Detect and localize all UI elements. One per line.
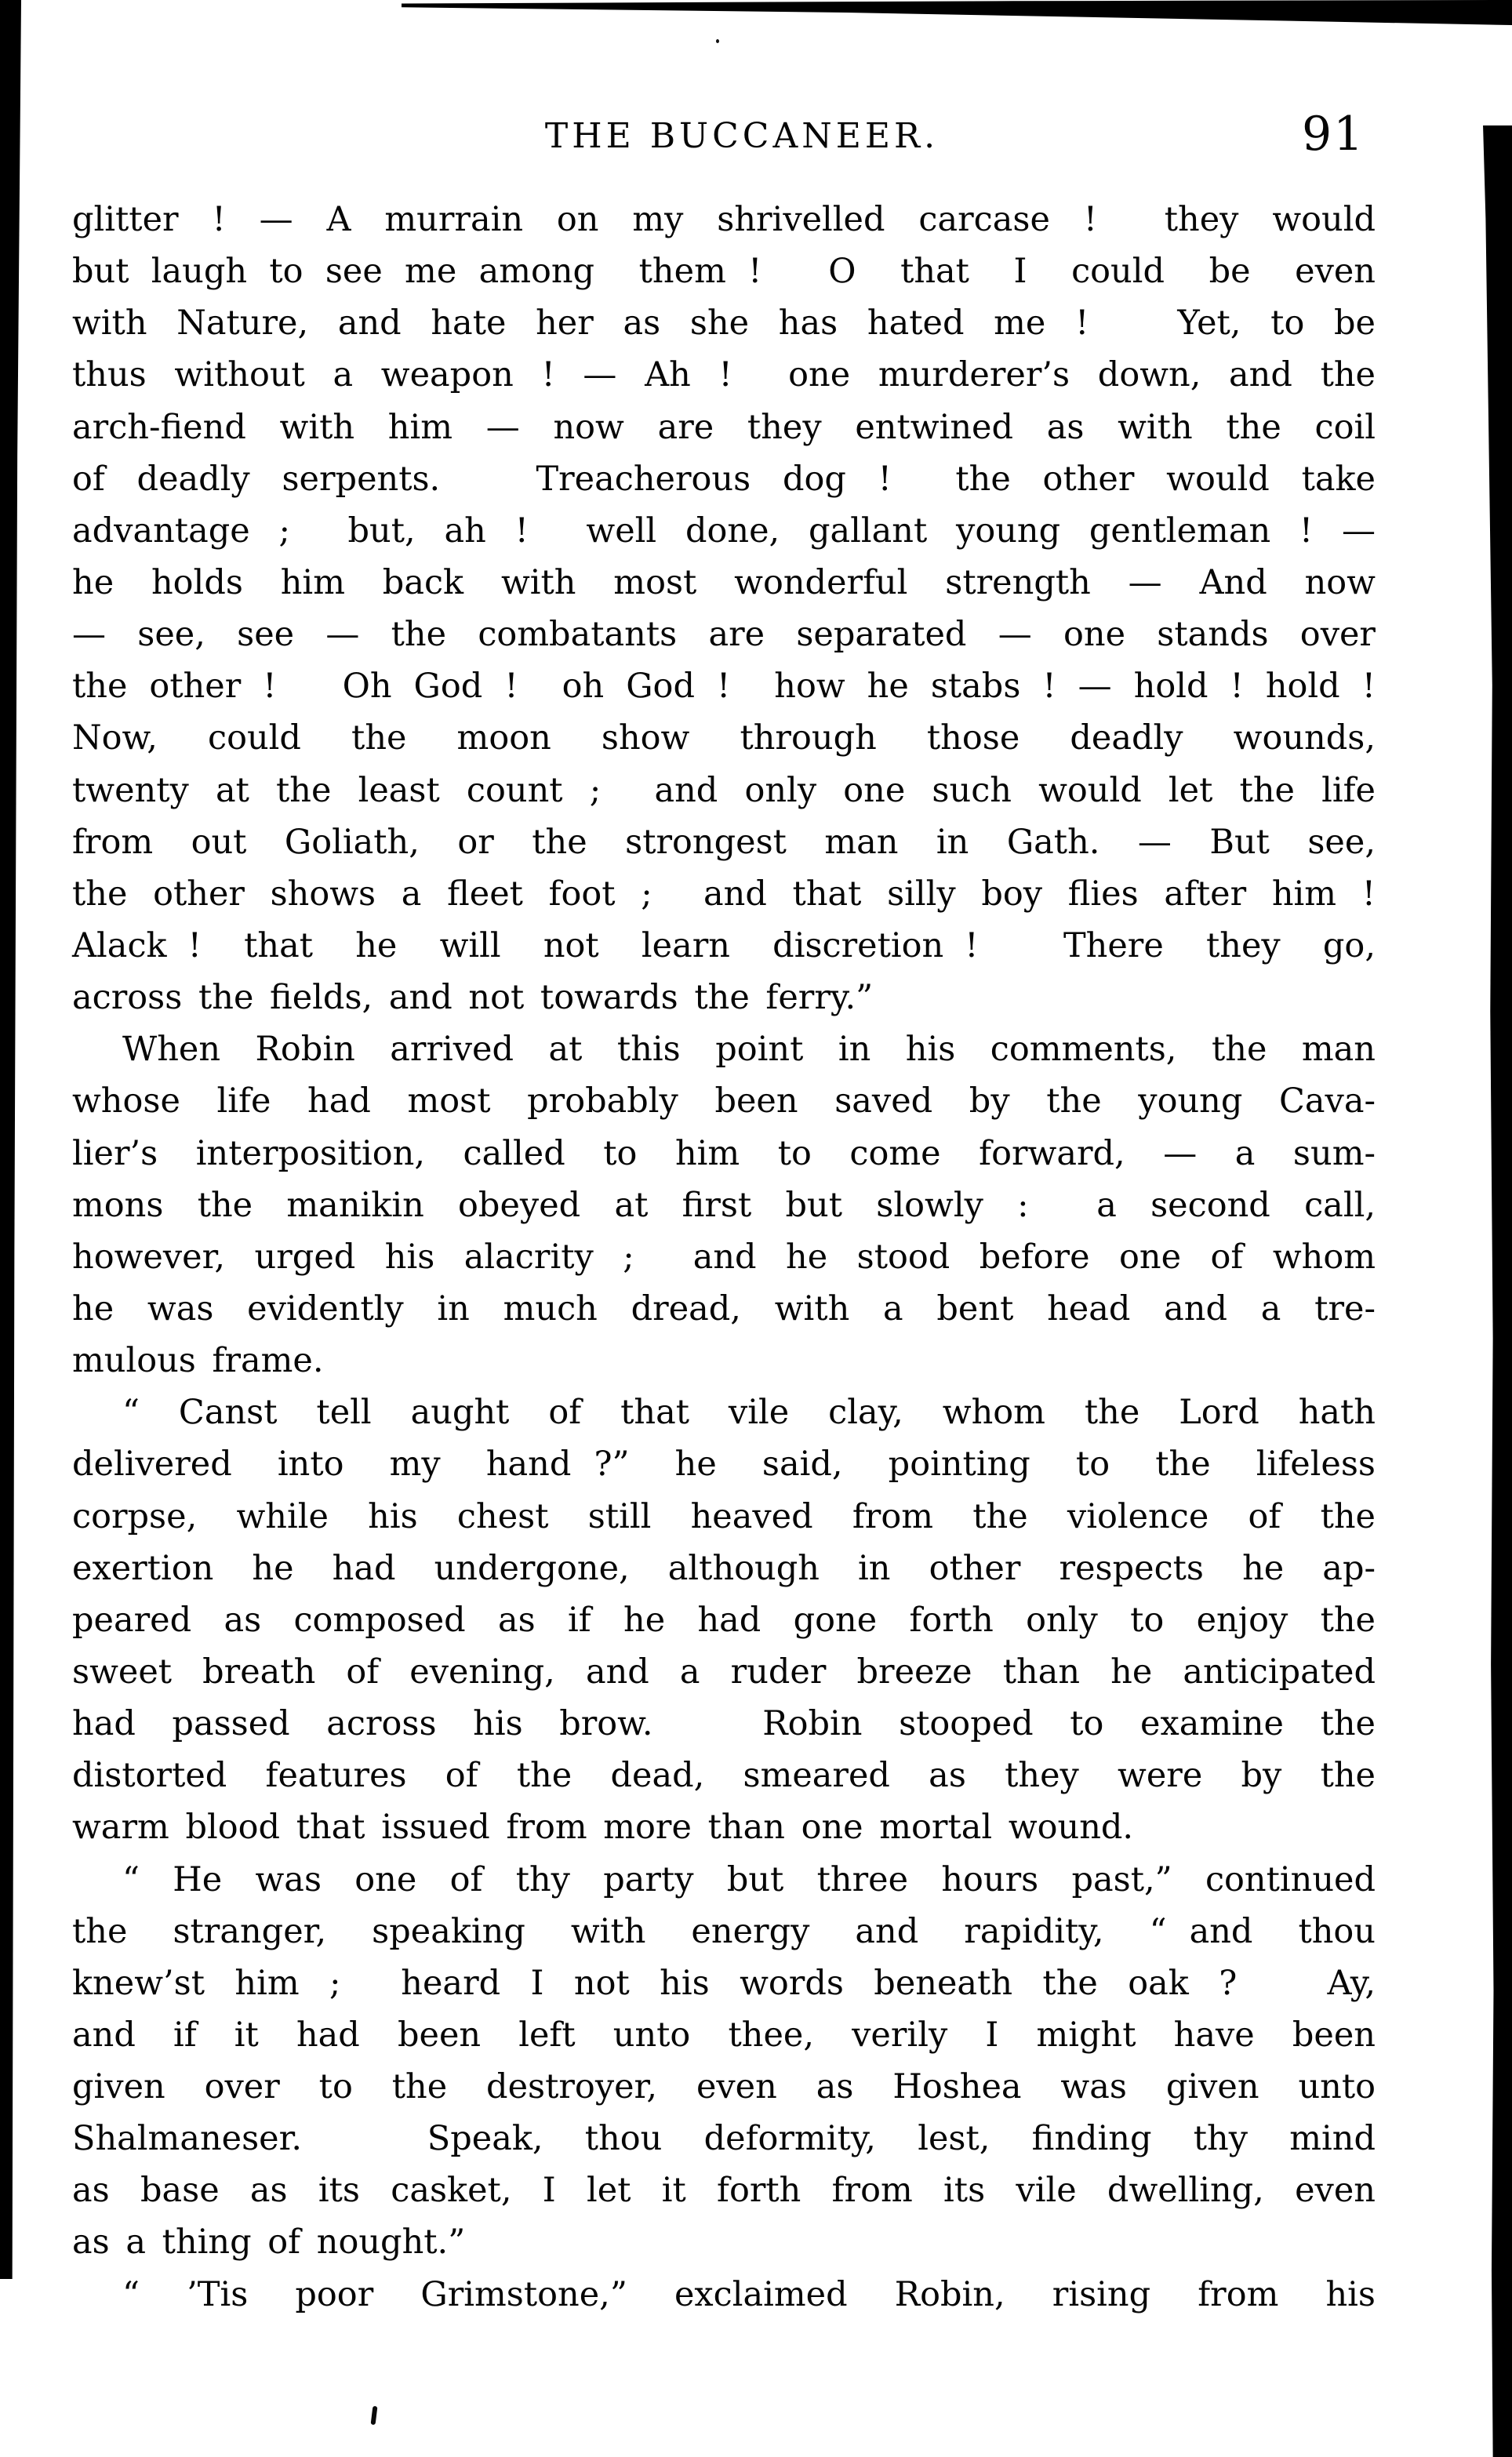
text-line: he was evidently in much dread, with a bent head and a tre-	[72, 1288, 1376, 1328]
text-line: mulous frame.	[72, 1341, 324, 1381]
text-line: thus without a weapon ! — Ah ! one murderer’s down, and the	[72, 355, 1376, 395]
ink-speck	[371, 2406, 378, 2426]
text-line: the stranger, speaking with energy and rapidity, “ and thou	[72, 1911, 1376, 1951]
text-line: sweet breath of evening, and a ruder breeze than he anticipated	[72, 1652, 1376, 1692]
text-line: however, urged his alacrity ; and he stood before one of whom	[72, 1237, 1376, 1277]
text-line: glitter ! — A murrain on my shrivelled carcase ! they would	[72, 200, 1376, 239]
text-line: given over to the destroyer, even as Hoshea was given unto	[72, 2067, 1376, 2107]
text-line: knew’st him ; heard I not his words beneath the oak ? Ay,	[72, 1963, 1376, 2003]
text-line: lier’s interposition, called to him to come forward, — a sum-	[72, 1133, 1376, 1173]
text-line: Shalmaneser. Speak, thou deformity, lest, finding thy mind	[72, 2119, 1376, 2159]
ink-speck	[716, 39, 719, 43]
running-head-title: THE BUCCANEER.	[544, 116, 940, 156]
text-line: peared as composed as if he had gone forth only to enjoy the	[72, 1600, 1376, 1640]
text-line: but laugh to see me among them ! O that I could be even	[72, 252, 1376, 292]
text-line: and if it had been left unto thee, verily I might have been	[72, 2015, 1376, 2055]
text-line: When Robin arrived at this point in his comments, the man	[122, 1030, 1376, 1070]
text-line: twenty at the least count ; and only one such would let the life	[72, 770, 1376, 810]
text-line: Now, could the moon show through those deadly wounds,	[72, 718, 1376, 758]
text-line: he holds him back with most wonderful strength — And now	[72, 562, 1376, 602]
text-line: as base as its casket, I let it forth from its vile dwelling, even	[72, 2171, 1376, 2211]
text-line: distorted features of the dead, smeared as they were by the	[72, 1756, 1376, 1796]
page-number: 91	[1302, 107, 1365, 162]
text-line: corpse, while his chest still heaved from the violence of the	[72, 1496, 1376, 1536]
scan-artifact-left-edge	[0, 0, 21, 2279]
text-line: whose life had most probably been saved by the young Cava-	[72, 1081, 1376, 1121]
text-line: with Nature, and hate her as she has hated me ! Yet, to be	[72, 303, 1376, 343]
text-line: arch-fiend with him — now are they entwined as with the coil	[72, 407, 1376, 447]
scan-artifact-right-edge	[1479, 125, 1512, 2457]
text-line: delivered into my hand ?” he said, pointing to the lifeless	[72, 1445, 1376, 1485]
text-line: — see, see — the combatants are separated — one stands over	[72, 615, 1376, 655]
text-line: warm blood that issued from more than one mortal wound.	[72, 1808, 1134, 1848]
text-line: of deadly serpents. Treacherous dog ! the other would take	[72, 459, 1376, 499]
text-line: mons the manikin obeyed at first but slowly : a second call,	[72, 1185, 1376, 1225]
text-line: “ ’Tis poor Grimstone,” exclaimed Robin, rising from his	[122, 2274, 1376, 2314]
text-line: “ He was one of thy party but three hours past,” continued	[122, 1859, 1376, 1899]
text-line: “ Canst tell aught of that vile clay, whom the Lord hath	[122, 1393, 1376, 1433]
text-line: as a thing of nought.”	[72, 2223, 466, 2263]
text-line: across the fields, and not towards the ferry.”	[72, 978, 874, 1018]
text-line: Alack ! that he will not learn discretion ! There they go,	[72, 925, 1376, 965]
text-line: from out Goliath, or the strongest man in Gath. — But see,	[72, 822, 1376, 862]
text-line: the other ! Oh God ! oh God ! how he stabs ! — hold ! hold !	[72, 667, 1376, 707]
text-line: had passed across his brow. Robin stooped to examine the	[72, 1704, 1376, 1744]
scan-artifact-top-edge	[402, 0, 1512, 25]
text-line: exertion he had undergone, although in other respects he ap-	[72, 1548, 1376, 1588]
text-line: the other shows a fleet foot ; and that silly boy flies after him !	[72, 874, 1376, 914]
text-line: advantage ; but, ah ! well done, gallant young gentleman ! —	[72, 511, 1376, 551]
body-text-block	[72, 194, 1376, 2321]
